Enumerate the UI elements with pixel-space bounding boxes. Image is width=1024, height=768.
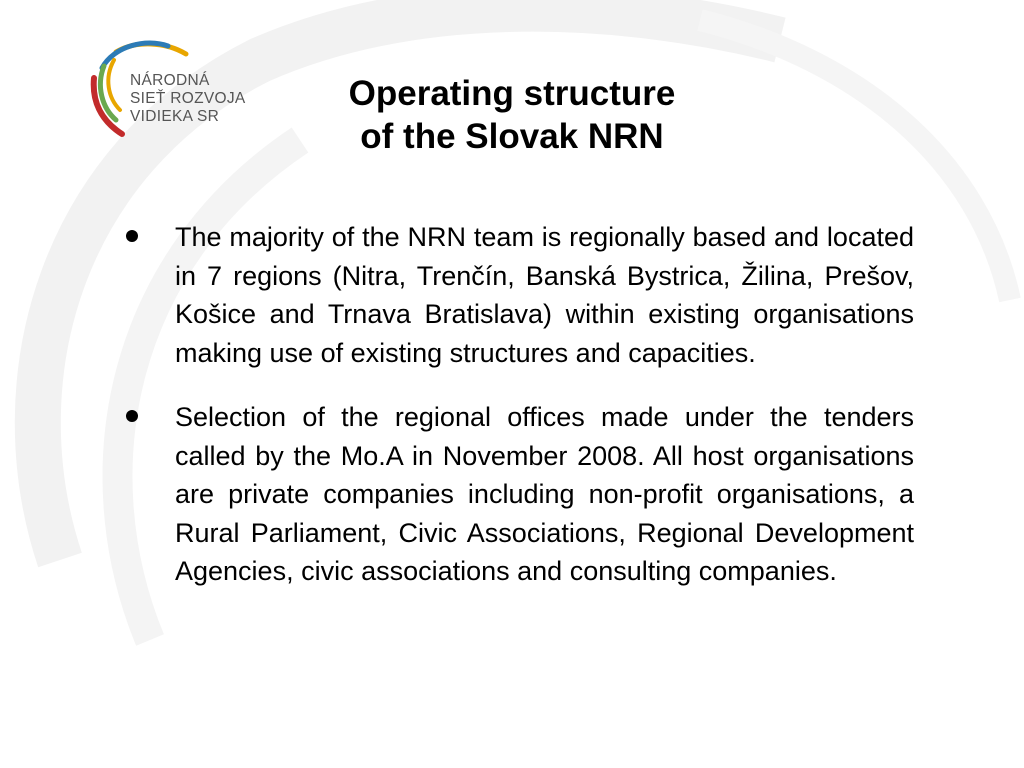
logo-line-3: VIDIEKA SR xyxy=(130,108,220,125)
nrn-logo xyxy=(86,38,256,138)
bullet-dot-icon xyxy=(126,410,138,422)
bullet-text: The majority of the NRN team is regionally based and located in 7 regions (Nitra, Trenčín, Banská Bystrica, Žilina, Prešov, Košice and Trnava Bratislava) within existing organisations making use of existing structures and capacities. xyxy=(175,222,914,368)
bullet-dot-icon xyxy=(126,230,138,242)
bullet-item xyxy=(115,218,915,372)
bullet-list xyxy=(115,218,915,617)
page-title xyxy=(290,72,734,158)
title-line-1: Operating structure xyxy=(348,74,676,113)
logo-line-2: SIEŤ ROZVOJA xyxy=(130,90,246,107)
bullet-text: Selection of the regional offices made under the tenders called by the Mo.A in November 2008. All host organisations are private companies including non-profit organisations, a Rural Parliament, Civic Associations, Regional Development Agencies, civic associations and consulting companies. xyxy=(175,402,914,586)
logo-text xyxy=(130,72,246,126)
title-line-2: of the Slovak NRN xyxy=(360,117,664,156)
logo-line-1: NÁRODNÁ xyxy=(130,72,210,89)
bullet-item xyxy=(115,398,915,591)
